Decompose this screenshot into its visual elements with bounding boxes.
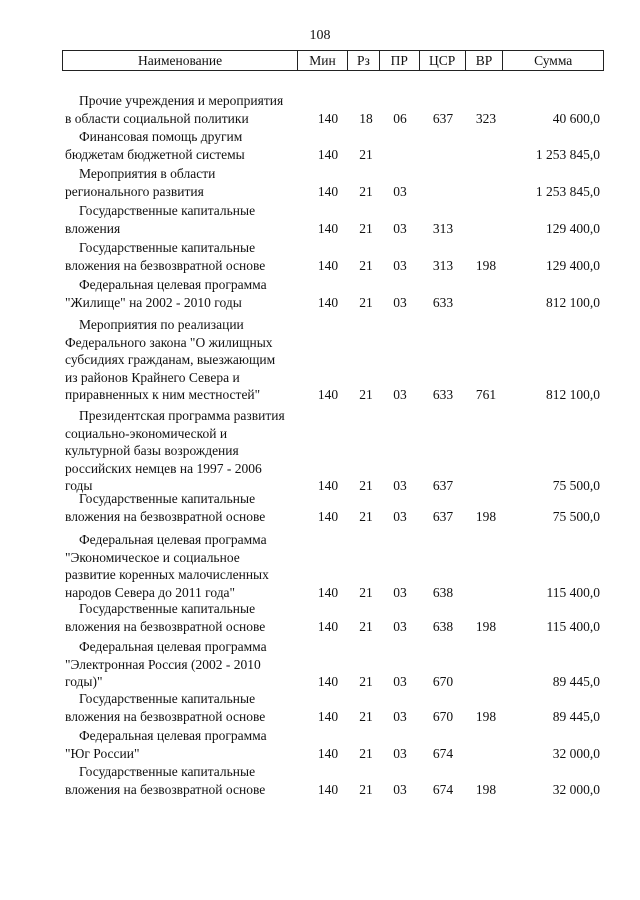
row-min: 140	[317, 387, 339, 402]
row-rz: 21	[359, 146, 373, 162]
header-min: Мин	[298, 51, 348, 70]
row-sum: 89 445,0	[552, 674, 600, 689]
row-csr: 638	[432, 618, 454, 634]
row-name: Государственные капитальные вложения	[65, 203, 256, 236]
row-sum: 1 253 845,0	[535, 146, 600, 162]
row-pr: 03	[393, 708, 407, 724]
header-csr: ЦСР	[420, 51, 466, 70]
row-min: 140	[317, 294, 339, 310]
row-pr: 03	[393, 294, 407, 310]
row-name: Государственные капитальные вложения на безвозвратной основе	[65, 240, 266, 273]
row-vr: 198	[475, 708, 497, 724]
row-sum: 32 000,0	[552, 745, 600, 761]
row-pr: 03	[393, 220, 407, 236]
row-vr: 198	[475, 618, 497, 634]
table-row	[0, 490, 640, 525]
row-name: Прочие учреждения и мероприятия в области социальной политики	[65, 93, 284, 126]
row-name: Федеральная целевая программа "Экономическое и социальное развитие коренных малочисленных народов Севера до 2011 года"	[65, 532, 269, 600]
row-sum: 812 100,0	[546, 294, 600, 310]
row-min: 140	[317, 257, 339, 273]
row-name: Мероприятия по реализации Федерального закона "О жилищных субсидиях гражданам, выезжающим из районов Крайнего Севера и приравненных к ним местностей"	[65, 317, 276, 402]
row-pr: 03	[393, 257, 407, 273]
row-vr: 198	[475, 508, 497, 524]
row-csr: 633	[432, 387, 454, 402]
row-rz: 21	[359, 183, 373, 199]
row-min: 140	[317, 674, 339, 689]
row-csr: 670	[432, 674, 454, 689]
header-vr: ВР	[466, 51, 504, 70]
row-csr: 637	[432, 478, 454, 493]
row-rz: 21	[359, 674, 373, 689]
row-min: 140	[317, 183, 339, 199]
row-min: 140	[317, 708, 339, 724]
page-number: 108	[309, 28, 331, 43]
row-pr: 03	[393, 508, 407, 524]
row-vr: 198	[475, 781, 497, 797]
header-pr: ПР	[380, 51, 420, 70]
table-row	[0, 239, 640, 274]
row-pr: 03	[393, 183, 407, 199]
row-min: 140	[317, 618, 339, 634]
row-sum: 75 500,0	[552, 508, 600, 524]
row-name: Федеральная целевая программа "Электронная Россия (2002 - 2010 годы)"	[65, 639, 267, 689]
row-sum: 40 600,0	[552, 110, 600, 126]
row-rz: 21	[359, 257, 373, 273]
row-rz: 21	[359, 781, 373, 797]
row-rz: 21	[359, 584, 373, 600]
table-row	[0, 276, 640, 311]
row-name: Мероприятия в области регионального развития	[65, 166, 216, 199]
row-name: Государственные капитальные вложения на безвозвратной основе	[65, 691, 266, 724]
table-header	[62, 50, 604, 71]
row-csr: 313	[432, 257, 454, 273]
row-vr: 323	[475, 110, 497, 126]
table-row	[0, 92, 640, 127]
row-name: Государственные капитальные вложения на безвозвратной основе	[65, 491, 266, 524]
table-row	[0, 763, 640, 798]
row-pr: 03	[393, 618, 407, 634]
row-rz: 21	[359, 220, 373, 236]
row-sum: 32 000,0	[552, 781, 600, 797]
table-row	[0, 727, 640, 762]
row-csr: 637	[432, 110, 454, 126]
table-row	[0, 600, 640, 635]
table-row	[0, 638, 640, 691]
row-rz: 21	[359, 708, 373, 724]
row-pr: 03	[393, 674, 407, 689]
row-rz: 18	[359, 110, 373, 126]
row-name: Государственные капитальные вложения на безвозвратной основе	[65, 601, 266, 634]
row-csr: 674	[432, 781, 454, 797]
row-sum: 129 400,0	[546, 257, 600, 273]
row-sum: 115 400,0	[546, 618, 600, 634]
header-rz: Рз	[348, 51, 380, 70]
row-sum: 129 400,0	[546, 220, 600, 236]
row-min: 140	[317, 146, 339, 162]
row-pr: 03	[393, 478, 407, 493]
row-min: 140	[317, 478, 339, 493]
row-vr: 761	[475, 387, 497, 402]
row-name: Президентская программа развития социально-экономической и культурной базы возрождения российских немцев на 1997 - 2006 годы	[65, 408, 285, 493]
table-row	[0, 128, 640, 163]
row-csr: 670	[432, 708, 454, 724]
table-row	[0, 316, 640, 404]
table-row	[0, 531, 640, 601]
row-csr: 637	[432, 508, 454, 524]
row-sum: 115 400,0	[546, 584, 600, 600]
row-sum: 1 253 845,0	[535, 183, 600, 199]
row-rz: 21	[359, 745, 373, 761]
row-min: 140	[317, 745, 339, 761]
row-pr: 03	[393, 584, 407, 600]
row-pr: 03	[393, 387, 407, 402]
row-min: 140	[317, 508, 339, 524]
row-min: 140	[317, 584, 339, 600]
row-rz: 21	[359, 387, 373, 402]
row-csr: 638	[432, 584, 454, 600]
row-csr: 313	[432, 220, 454, 236]
row-name: Федеральная целевая программа "Юг России"	[65, 728, 267, 761]
table-row	[0, 202, 640, 237]
row-rz: 21	[359, 478, 373, 493]
row-rz: 21	[359, 618, 373, 634]
table-row	[0, 407, 640, 495]
row-csr: 633	[432, 294, 454, 310]
row-vr: 198	[475, 257, 497, 273]
table-row	[0, 690, 640, 725]
row-rz: 21	[359, 508, 373, 524]
row-min: 140	[317, 110, 339, 126]
row-min: 140	[317, 220, 339, 236]
row-sum: 89 445,0	[552, 708, 600, 724]
row-sum: 75 500,0	[552, 478, 600, 493]
row-pr: 06	[393, 110, 407, 126]
row-name: Федеральная целевая программа "Жилище" на 2002 - 2010 годы	[65, 277, 267, 310]
table-row	[0, 165, 640, 200]
row-rz: 21	[359, 294, 373, 310]
row-csr: 674	[432, 745, 454, 761]
row-pr: 03	[393, 781, 407, 797]
row-min: 140	[317, 781, 339, 797]
header-sum: Сумма	[534, 53, 573, 68]
row-sum: 812 100,0	[546, 387, 600, 402]
row-pr: 03	[393, 745, 407, 761]
header-name: Наименование	[63, 51, 298, 70]
row-name: Финансовая помощь другим бюджетам бюджетной системы	[65, 129, 245, 162]
row-name: Государственные капитальные вложения на безвозвратной основе	[65, 764, 266, 797]
